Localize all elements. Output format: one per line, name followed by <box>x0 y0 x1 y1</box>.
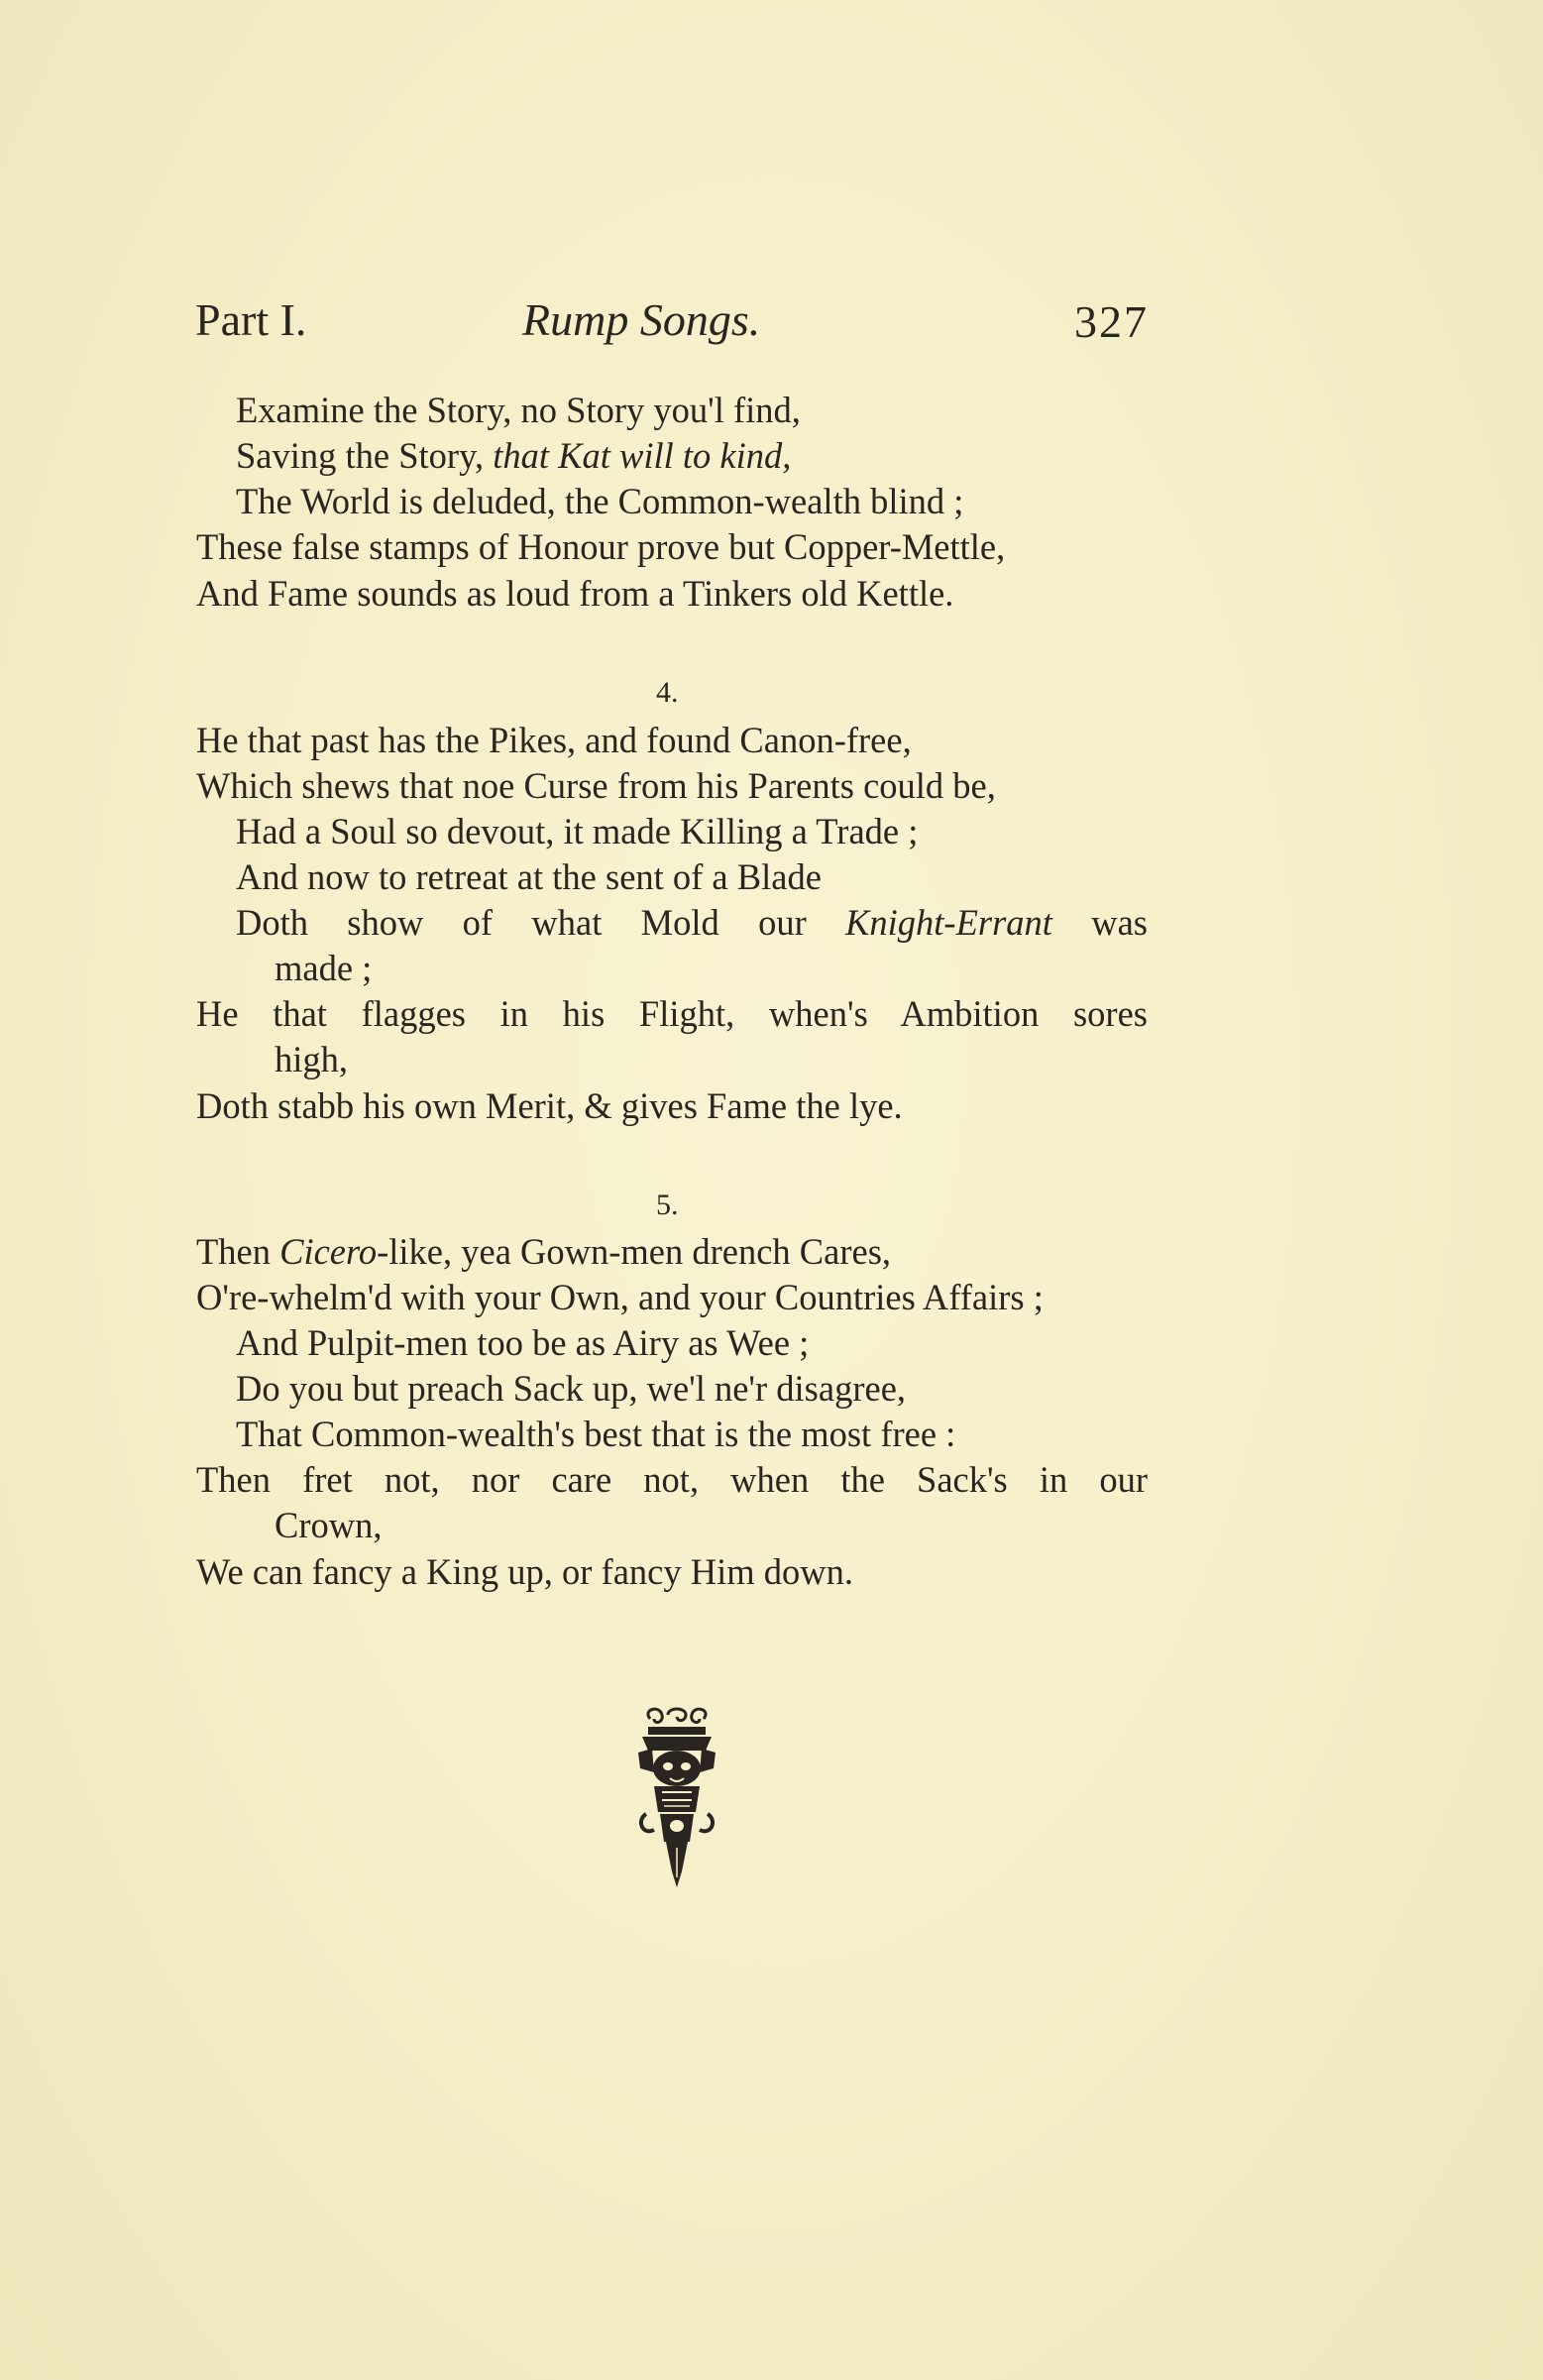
verse-line: And Fame sounds as loud from a Tinkers old Kettle. <box>196 573 954 614</box>
verse-line: That Common-wealth's best that is the most free : <box>236 1414 956 1454</box>
verse-text: Doth show of what Mold our <box>236 902 846 943</box>
verse-line: Examine the Story, no Story you'l find, <box>236 390 801 430</box>
italic-phrase: that Kat will to kind, <box>493 435 792 476</box>
verse-text: Saving the Story, <box>236 435 494 476</box>
verse-line: The World is deluded, the Common-wealth blind ; <box>236 481 964 521</box>
section-title: Rump Songs. <box>522 294 761 345</box>
verse-line <box>196 1229 891 1275</box>
part-label: Part I. <box>195 294 307 345</box>
verse-text: -like, yea Gown-men drench Cares, <box>377 1231 892 1272</box>
stanza-number: 5. <box>656 1189 679 1221</box>
verse-text: Then <box>196 1231 280 1272</box>
verse-line: He that flagges in his Flight, when's Ambition sores <box>196 993 1148 1034</box>
running-head <box>195 293 1149 363</box>
verse-line: Crown, <box>275 1505 383 1545</box>
verse-line: Doth stabb his own Merit, & gives Fame the lye. <box>196 1085 903 1126</box>
verse-line: And Pulpit-men too be as Airy as Wee ; <box>236 1322 810 1363</box>
verse-line: Do you but preach Sack up, we'l ne'r disagree, <box>236 1368 907 1409</box>
verse-line: These false stamps of Honour prove but Copper-Mettle, <box>196 526 1006 567</box>
verse-line: Then fret not, nor care not, when the Sack's in our <box>196 1459 1148 1500</box>
stanza-number: 4. <box>656 676 679 709</box>
verse-line: O're-whelm'd with your Own, and your Countries Affairs ; <box>196 1277 1044 1317</box>
verse-line: high, <box>275 1039 349 1079</box>
verse-line: We can fancy a King up, or fancy Him down. <box>196 1551 853 1592</box>
verse-line <box>236 900 1148 946</box>
page-number: 327 <box>1074 296 1149 347</box>
verse-line: And now to retreat at the sent of a Blade <box>236 856 822 897</box>
italic-name: Cicero <box>279 1231 378 1272</box>
italic-phrase: Knight-Errant <box>845 902 1052 943</box>
verse-line: He that past has the Pikes, and found Canon-free, <box>196 720 912 760</box>
verse-line: Had a Soul so devout, it made Killing a Trade ; <box>236 811 919 851</box>
verse-line <box>236 433 791 479</box>
tailpiece-ornament-icon <box>632 1703 721 1888</box>
verse-line: Which shews that noe Curse from his Parents could be, <box>196 765 996 806</box>
verse-line: made ; <box>275 948 373 988</box>
verse-text: was <box>1091 902 1148 943</box>
